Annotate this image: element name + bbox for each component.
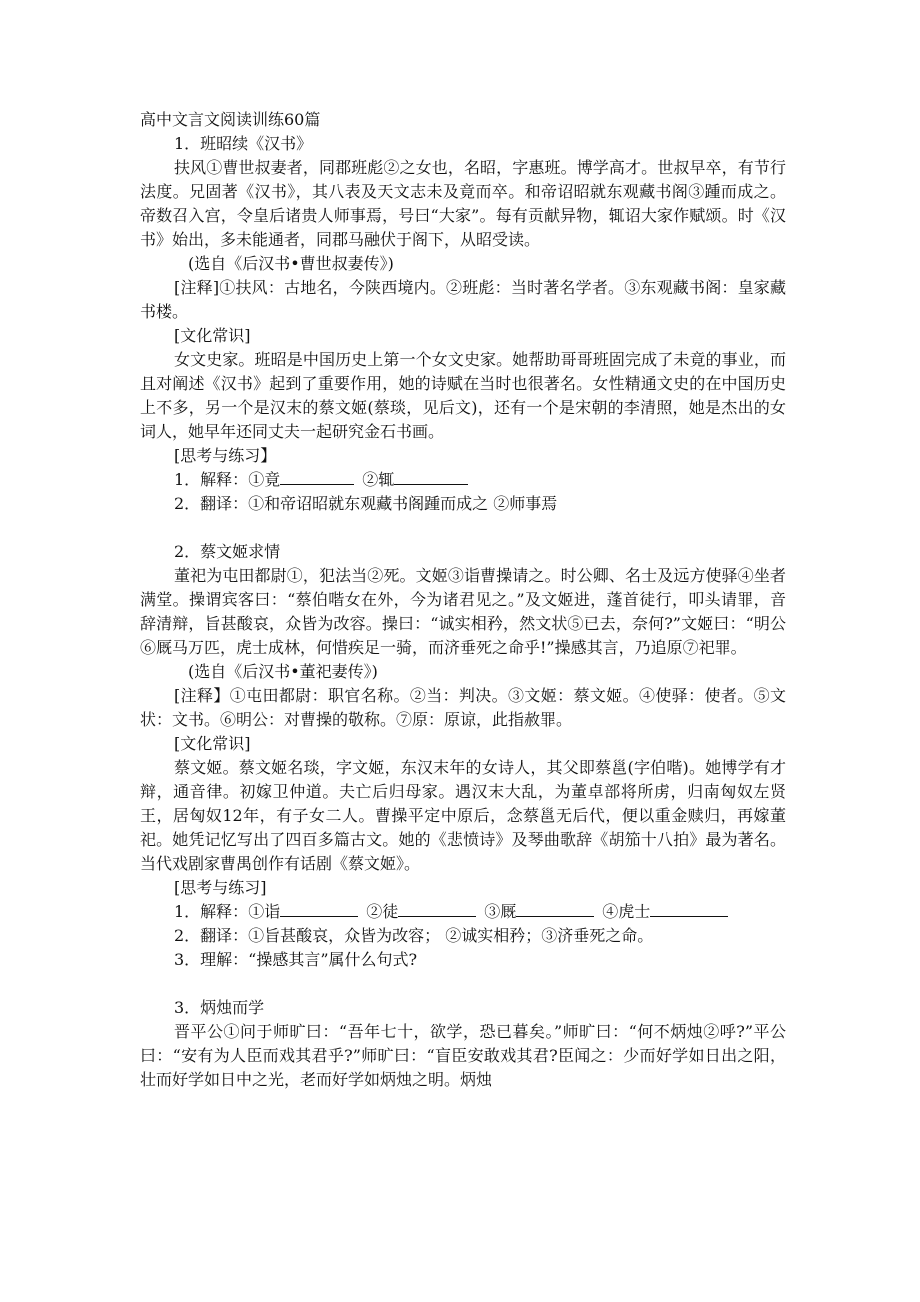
section-3-heading: 3．炳烛而学 <box>174 998 265 1017</box>
question-item: ②徒 <box>366 902 399 921</box>
section-2-heading: 2．蔡文姬求情 <box>174 542 281 561</box>
question-item: ④虎士 <box>602 902 651 921</box>
answer-blank <box>280 900 358 917</box>
section-1-source: (选自《后汉书•曹世叔妻传》) <box>188 254 394 273</box>
document-title: 高中文言文阅读训练60篇 <box>140 110 321 129</box>
section-2-source: (选自《后汉书•董祀妻传》) <box>188 662 378 681</box>
section-spacer <box>140 516 786 540</box>
section-2-culture-text: 蔡文姬。蔡文姬名琰，字文姬，东汉末年的女诗人，其父即蔡邕(字伯喈)。她博学有才辩，通音律。初嫁卫仲道。夫亡后归母家。遇汉末大乱，为董卓部将所虏，归南匈奴左贤王，居匈奴12年，有子女二人。曹操平定中原后，念蔡邕无后代，便以重金赎归，再嫁董祀。她凭记忆写出了四百多篇古文。她的《悲愤诗》及琴曲歌辞《胡笳十八拍》最为著名。当代戏剧家曹禺创作有话剧《蔡文姬》。 <box>140 758 786 873</box>
answer-blank <box>280 468 354 485</box>
question-item: ②辄 <box>362 470 395 489</box>
section-1-text: 扶风①曹世叔妻者，同郡班彪②之女也，名昭，字惠班。博学高才。世叔早卒，有节行法度。兄固著《汉书》，其八表及天文志未及竟而卒。和帝诏昭就东观藏书阁③踵而成之。帝数召入宫，令皇后诸贵人师事焉，号曰“大家”。每有贡献异物，辄诏大家作赋颂。时《汉书》始出，多未能通者，同郡马融伏于阁下，从昭受读。 <box>140 158 786 249</box>
section-2-practice-label: [思考与练习] <box>174 878 267 897</box>
section-1-culture-label: [文化常识] <box>174 326 251 345</box>
question-item: ①诣 <box>248 902 281 921</box>
section-1-practice-label: [思考与练习】 <box>174 446 277 465</box>
question-1-prefix: 1．解释： <box>174 470 249 489</box>
section-1-culture-text: 女文史家。班昭是中国历史上第一个女文史家。她帮助哥哥班固完成了未竟的事业，而且对阐述《汉书》起到了重要作用，她的诗赋在当时也很著名。女性精通文史的在中国历史上不多，另一个是汉末的蔡文姬(蔡琰，见后文)，还有一个是宋朝的李清照，她是杰出的女词人，她早年还同丈夫一起研究金石书画。 <box>140 350 786 441</box>
section-spacer <box>140 972 786 996</box>
answer-blank <box>516 900 594 917</box>
question-1-prefix: 1．解释： <box>174 902 249 921</box>
answer-blank <box>394 468 468 485</box>
section-3-text: 晋平公①问于师旷曰：“吾年七十，欲学，恐已暮矣。”师旷曰：“何不炳烛②呼?”平公曰：“安有为人臣而戏其君乎?”师旷曰：“盲臣安敢戏其君?臣闻之：少而好学如日出之阳，壮而好学如日中之光，老而好学如炳烛之明。炳烛 <box>140 1022 786 1089</box>
section-2-question-2: 2．翻译：①旨甚酸哀，众皆为改容； ②诚实相矜；③济垂死之命。 <box>174 926 654 945</box>
answer-blank <box>650 900 728 917</box>
answer-blank <box>398 900 476 917</box>
section-2-text: 董祀为屯田都尉①，犯法当②死。文姬③诣曹操请之。时公卿、名士及远方使驿④坐者满堂。操谓宾客曰：“蔡伯喈女在外，今为诸君见之。”及文姬进，蓬首徒行，叩头请罪，音辞清辩，旨甚酸哀，众皆为改容。操曰：“诚实相矜，然文状⑤已去，奈何?”文姬曰：“明公⑥厩马万匹，虎士成林，何惜疾足一骑，而济垂死之命乎!”操感其言，乃追原⑦祀罪。 <box>140 566 786 657</box>
section-2-notes: [注释】①屯田都尉：职官名称。②当：判决。③文姬：蔡文姬。④使驿：使者。⑤文状：文书。⑥明公：对曹操的敬称。⑦原：原谅，此指赦罪。 <box>140 686 786 729</box>
section-1-question-1 <box>140 468 786 492</box>
question-item: ③厩 <box>484 902 517 921</box>
section-1-notes: [注释]①扶风：古地名，今陕西境内。②班彪：当时著名学者。③东观藏书阁：皇家藏书楼。 <box>140 278 786 321</box>
section-1-heading: 1．班昭续《汉书》 <box>174 134 313 153</box>
section-2-culture-label: [文化常识] <box>174 734 251 753</box>
section-1-question-2: 2．翻译：①和帝诏昭就东观藏书阁踵而成之 ②师事焉 <box>174 494 558 513</box>
section-2-question-3: 3．理解：“操感其言”属什么句式? <box>174 950 418 969</box>
section-2-question-1 <box>140 900 786 924</box>
question-item: ①竟 <box>248 470 281 489</box>
